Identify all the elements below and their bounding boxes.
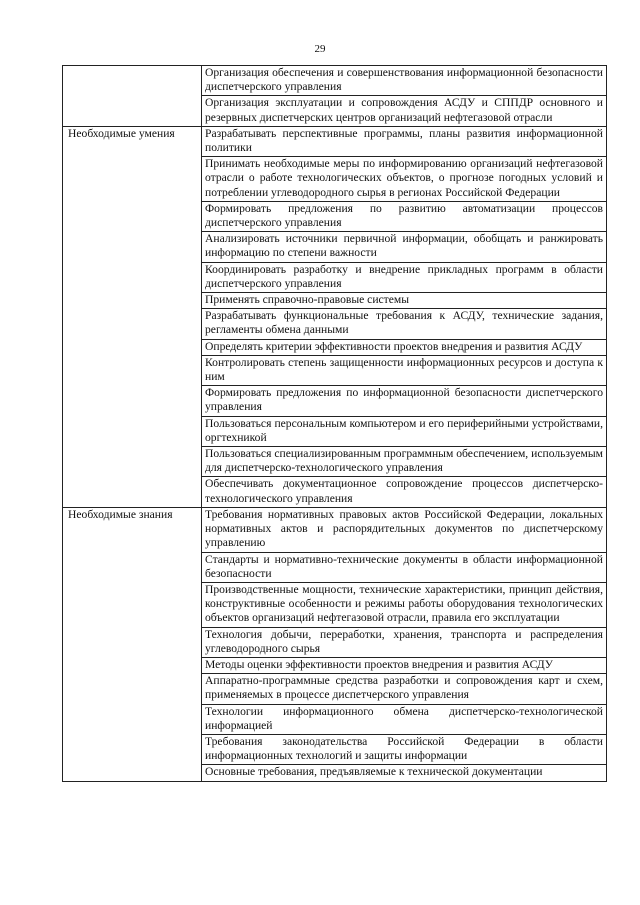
table-row [63,507,607,552]
requirement-item: Контролировать степень защищенности информационных ресурсов и доступа к ним [202,355,607,385]
requirement-item: Пользоваться специализированным программным обеспечением, используемым для диспетчерско-технологического управления [202,447,607,477]
requirement-item: Производственные мощности, технические характеристики, принцип действия, конструктивные особенности и режимы работы оборудования технологических объектов организаций нефтегазовой отрасли, правила его эксплуатации [202,582,607,627]
requirement-item: Обеспечивать документационное сопровождение процессов диспетчерско-технологического управления [202,477,607,507]
page-number: 29 [314,43,326,55]
requirement-item: Анализировать источники первичной информации, обобщать и ранжировать информацию по степени важности [202,232,607,262]
requirement-item: Координировать разработку и внедрение прикладных программ в области диспетчерского управления [202,262,607,292]
requirement-item: Требования нормативных правовых актов Российской Федерации, локальных нормативных актов и распорядительных документов по диспетчерскому управлению [202,507,607,552]
requirement-item: Формировать предложения по развитию автоматизации процессов диспетчерского управления [202,201,607,231]
requirements-table [62,65,607,782]
table-row [63,66,607,96]
requirement-item: Стандарты и нормативно-технические документы в области информационной безопасности [202,552,607,582]
requirement-item: Принимать необходимые меры по информированию организаций нефтегазовой отрасли о работе технологических объектов, о прогнозе погодных условий и потреблении углеводородного сырья в регионах Российской Федерации [202,157,607,202]
requirement-item: Технологии информационного обмена диспетчерско-технологической информацией [202,704,607,734]
requirement-item: Определять критерии эффективности проектов внедрения и развития АСДУ [202,339,607,355]
requirement-item: Пользоваться персональным компьютером и его периферийными устройствами, оргтехникой [202,416,607,446]
requirement-item: Разрабатывать функциональные требования к АСДУ, технические задания, регламенты обмена данными [202,309,607,339]
requirements-table-body [63,66,607,782]
table-row [63,126,607,156]
section-label: Необходимые знания [63,507,202,781]
requirement-item: Методы оценки эффективности проектов внедрения и развития АСДУ [202,657,607,673]
requirement-item: Формировать предложения по информационной безопасности диспетчерского управления [202,386,607,416]
requirement-item: Аппаратно-программные средства разработки и сопровождения карт и схем, применяемых в процессе диспетчерского управления [202,674,607,704]
requirement-item: Организация эксплуатации и сопровождения АСДУ и СППДР основного и резервных диспетчерских центров организаций нефтегазовой отрасли [202,96,607,126]
requirement-item: Технология добычи, переработки, хранения, транспорта и распределения углеводородного сырья [202,627,607,657]
requirement-item: Организация обеспечения и совершенствования информационной безопасности диспетчерского управления [202,66,607,96]
requirement-item: Применять справочно-правовые системы [202,293,607,309]
requirement-item: Требования законодательства Российской Федерации в области информационных технологий и защиты информации [202,734,607,764]
section-label: Необходимые умения [63,126,202,507]
section-label [63,66,202,127]
requirement-item: Разрабатывать перспективные программы, планы развития информационной политики [202,126,607,156]
requirement-item: Основные требования, предъявляемые к технической документации [202,765,607,781]
